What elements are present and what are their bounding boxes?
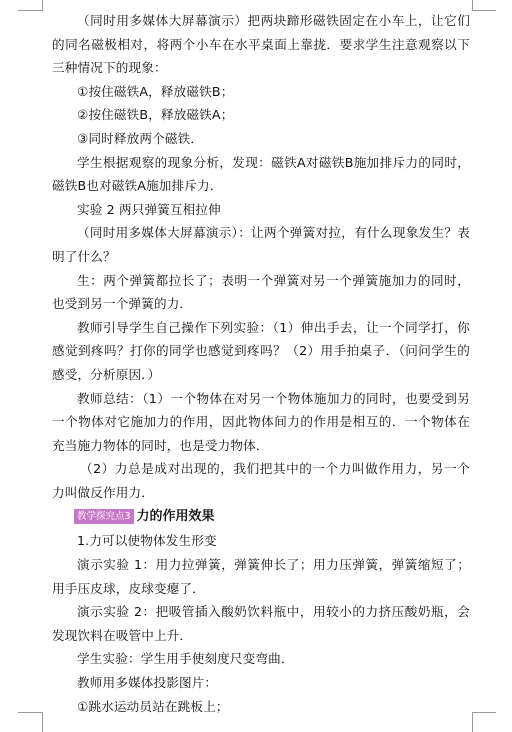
crop-mark-top-right-vertical — [472, 0, 473, 11]
crop-mark-top-left-vertical — [42, 0, 43, 11]
section-heading — [52, 504, 470, 529]
paragraph-projection: 教师用多媒体投影图片： — [77, 675, 218, 691]
paragraph-experiment-2-heading: 实验 2 两只弹簧互相拉伸 — [77, 201, 221, 217]
crop-mark-bottom-left-vertical — [42, 712, 43, 732]
paragraph-teacher-guide: 教师引导学生自己操作下列实验：（1）伸出手去，让一个同学打，你感觉到疼吗？打你的同学也感觉到疼吗？（2）用手拍桌子．（问问学生的感受，分析原因．） — [52, 319, 470, 382]
section-badge: 教学探究点3 — [74, 509, 134, 524]
crop-mark-top-left-horizontal — [18, 10, 42, 11]
crop-mark-bottom-right-horizontal — [472, 712, 496, 713]
paragraph-case-3: ③同时释放两个磁铁． — [77, 130, 204, 146]
paragraph-action-reaction: （2）力总是成对出现的，我们把其中的一个力叫做作用力，另一个力叫做反作用力． — [52, 461, 470, 500]
paragraph-student-experiment: 学生实验：学生用手使刻度尺变弯曲． — [77, 651, 294, 667]
paragraph-case-1: ①按住磁铁A，释放磁铁B； — [77, 83, 234, 99]
paragraph-demo-1: 演示实验 1：用力拉弹簧，弹簧伸长了；用力压弹簧，弹簧缩短了；用手压皮球，皮球变瘪了． — [52, 557, 470, 596]
crop-mark-top-right-horizontal — [472, 10, 496, 11]
paragraph-demo-magnets: （同时用多媒体大屏幕演示）把两块蹄形磁铁固定在小车上，让它们的同名磁极相对，将两个小车在水平桌面上靠拢．要求学生注意观察以下三种情况下的现象： — [52, 13, 470, 76]
paragraph-diver: ①跳水运动员站在跳板上； — [77, 698, 229, 714]
paragraph-teacher-summary: 教师总结：（1）一个物体在对另一个物体施加力的同时，也要受到另一个物体对它施加力的作用，因此物体间力的作用是相互的．一个物体在充当施力物体的同时，也是受力物体． — [52, 390, 470, 453]
paragraph-magnet-conclusion: 学生根据观察的现象分析，发现：磁铁A对磁铁B施加排斥力的同时，磁铁B也对磁铁A施加排斥力． — [52, 154, 470, 194]
crop-mark-bottom-right-vertical — [472, 712, 473, 732]
section-title: 力的作用效果 — [136, 509, 215, 525]
paragraph-demo-2: 演示实验 2：把吸管插入酸奶饮料瓶中，用较小的力挤压酸奶瓶，会发现饮料在吸管中上升． — [52, 604, 470, 643]
paragraph-case-2: ②按住磁铁B，释放磁铁A； — [77, 107, 234, 123]
paragraph-spring-demo: （同时用多媒体大屏幕演示）：让两个弹簧对拉，有什么现象发生？表明了什么？ — [52, 225, 470, 264]
paragraph-student-answer: 生：两个弹簧都拉长了；表明一个弹簧对另一个弹簧施加力的同时，也受到另一个弹簧的力． — [52, 272, 470, 312]
paragraph-deformation-heading: 1.力可以使物体发生形变 — [77, 533, 217, 549]
crop-mark-bottom-left-horizontal — [18, 712, 42, 713]
document-body — [52, 9, 470, 718]
